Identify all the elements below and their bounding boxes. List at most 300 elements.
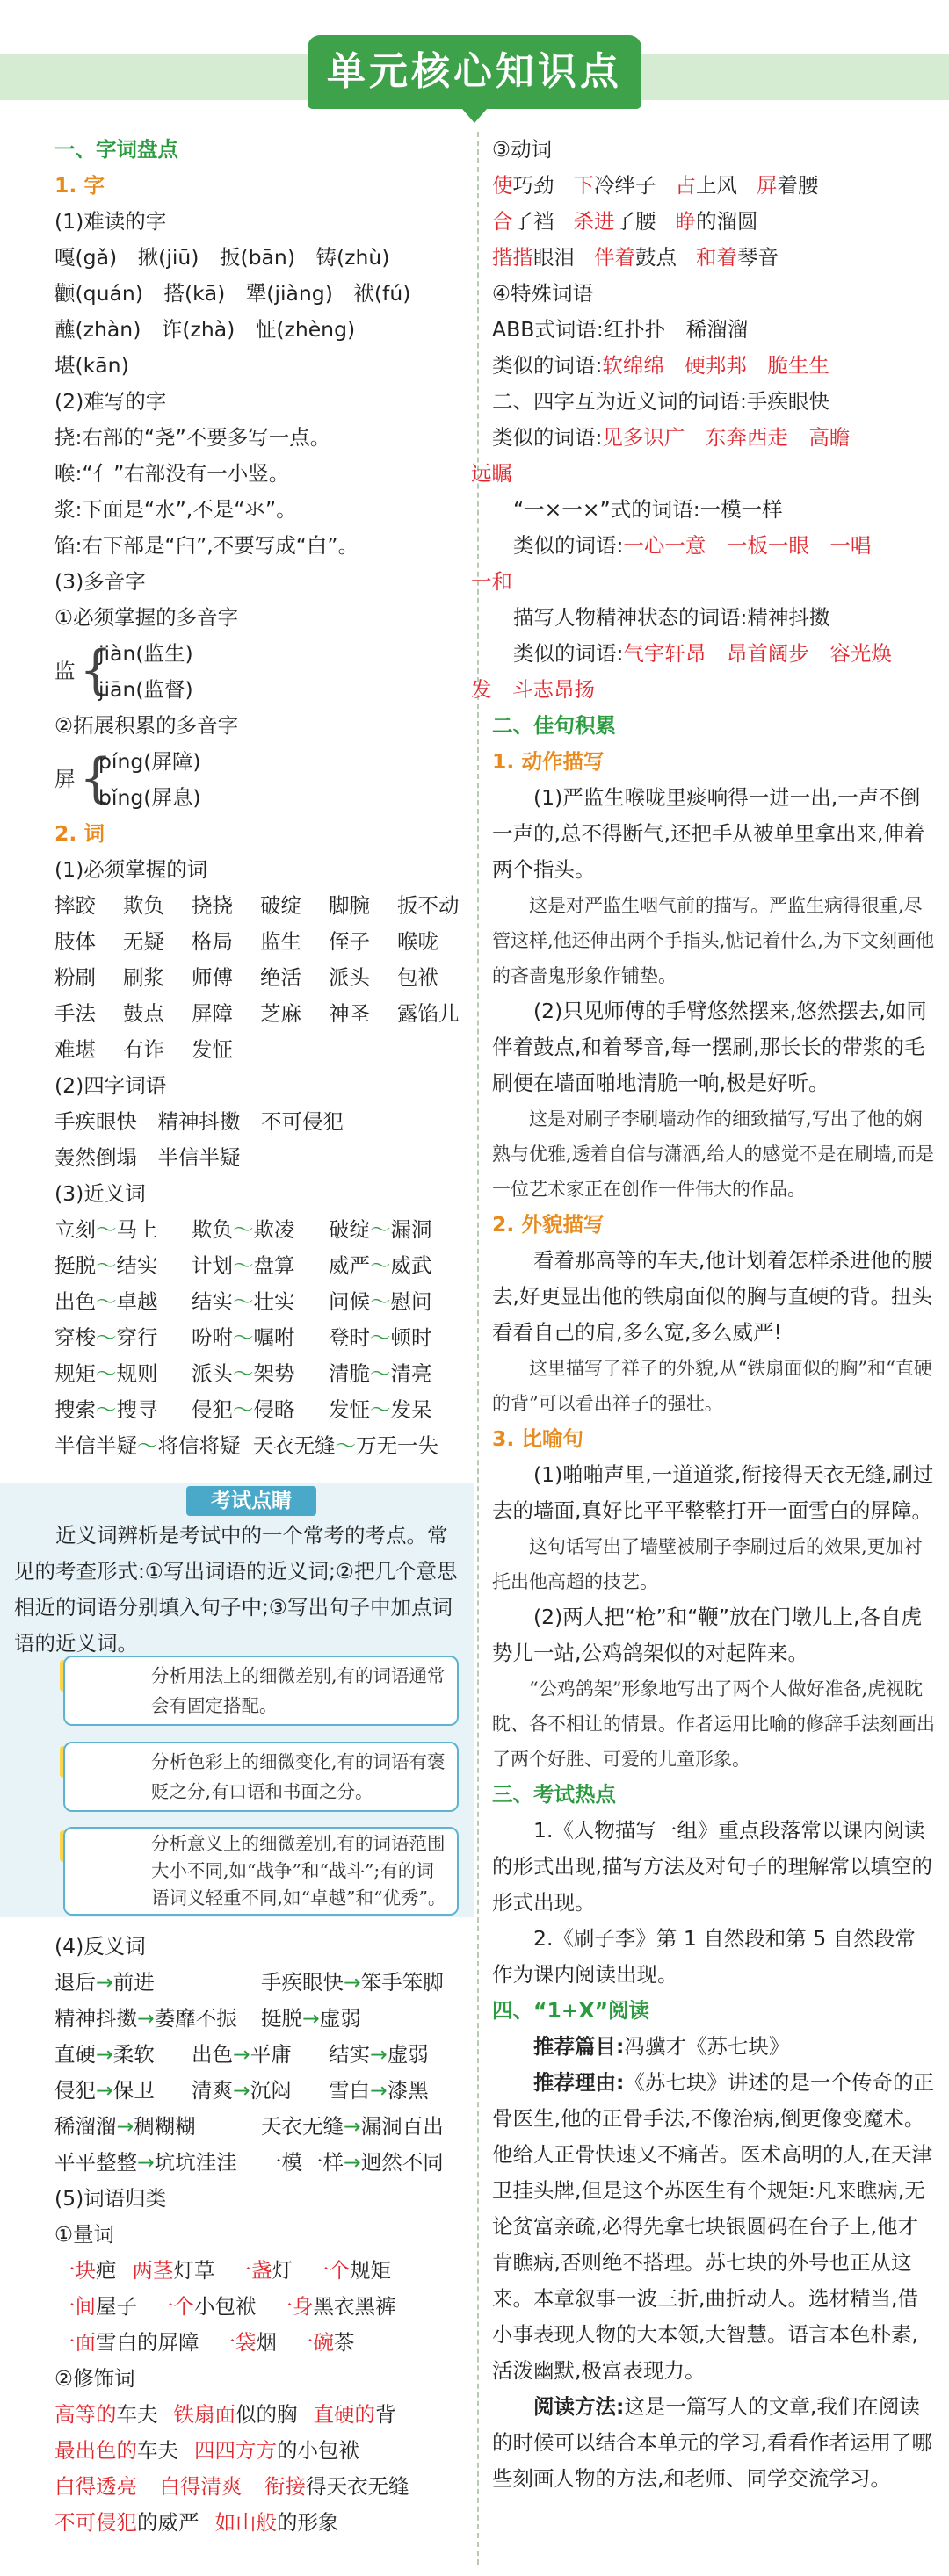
word-item: 派头: [329, 965, 370, 990]
word-a: 退后: [54, 1970, 96, 1995]
word-pair: [329, 1320, 466, 1356]
word-b: 萎靡不振: [154, 2006, 237, 2031]
word-pair: [54, 2109, 261, 2145]
analysis-note: 这是对刷子李刷墙动作的细致描写,写出了他的娴熟与优雅,透着自信与潇洒,给人的感觉不是在刷墙,而是一位艺术家正在创作一件伟大的作品。: [492, 1108, 935, 1200]
similar-label: 类似的词语:: [513, 641, 624, 666]
word-a: 结实: [329, 2042, 370, 2067]
rest-word: 车夫: [116, 2402, 158, 2427]
highlight-word: 最出色的: [54, 2438, 137, 2463]
word-a: 问候: [329, 1289, 370, 1314]
rec-label: 推荐篇目:: [533, 2034, 625, 2059]
subsection-heading: 2. 词: [54, 821, 105, 846]
pair-row: [54, 2109, 467, 2145]
text-line: 挠:右部的“尧”不要多写一点。: [54, 425, 331, 450]
pair-row: [54, 2001, 467, 2037]
word-a: 登时: [329, 1325, 370, 1350]
highlight-word: 睁: [675, 209, 696, 234]
word-a: 清脆: [329, 1361, 370, 1386]
similar-words: 一和: [471, 569, 512, 594]
rest-word: 茶: [334, 2330, 355, 2355]
pair-connector-icon: ～: [233, 1361, 254, 1386]
word-row: [54, 924, 467, 960]
left-column-lower: [54, 1929, 467, 2541]
word-b: 虚弱: [387, 2042, 429, 2067]
colored-row: [54, 2469, 467, 2505]
label: ③动词: [492, 137, 553, 162]
word-b: 马上: [116, 1217, 158, 1242]
highlight-word: 一面: [54, 2330, 96, 2355]
word-group: [54, 2474, 143, 2499]
rest-word: 冷绊子: [594, 173, 656, 198]
word-b: 保卫: [112, 2078, 155, 2103]
polyphone-char: 监: [54, 659, 76, 683]
pair-row: [54, 1212, 467, 1248]
word-a: 吩咐: [192, 1325, 233, 1350]
word-item: 侄子: [329, 929, 370, 954]
word-item: 摔跤: [54, 893, 96, 918]
word-b: 欺凌: [253, 1217, 295, 1242]
polyphone-char: 屏: [54, 767, 76, 791]
brace-icon: {: [79, 747, 113, 809]
word-pair: [54, 1433, 241, 1458]
highlight-word: 占: [675, 173, 696, 198]
label: (4)反义词: [54, 1934, 146, 1959]
polyphone-jian: [54, 636, 467, 708]
pair-connector-icon: ～: [335, 1433, 356, 1458]
highlight-word: 四四方方: [194, 2438, 277, 2463]
rest-word: 的形象: [277, 2510, 339, 2535]
word-group: [215, 2510, 339, 2535]
highlight-word: 铁扇面: [173, 2402, 235, 2427]
exam-tip-text: [14, 1518, 464, 1662]
word-pair: [192, 2037, 329, 2073]
word-item: 刷浆: [123, 965, 164, 990]
word-pair: [192, 2073, 329, 2109]
word-a: 计划: [192, 1253, 233, 1278]
method-label: 阅读方法:: [533, 2394, 625, 2419]
verb-list: [492, 168, 936, 276]
reading: jiàn(监生): [98, 641, 193, 666]
pair-connector-icon: ～: [96, 1397, 117, 1422]
similar-words: 发 斗志昂扬: [471, 677, 595, 702]
label: ④特殊词语: [492, 281, 594, 306]
word-a: 雪白: [329, 2078, 370, 2103]
pair-connector-icon: ～: [96, 1217, 117, 1242]
reason-label: 推荐理由:: [533, 2070, 625, 2095]
word-item: 神圣: [329, 1001, 370, 1026]
recommend-reason: [492, 2065, 936, 2389]
highlight-word: 合: [492, 209, 513, 234]
word-b: 搜寻: [116, 1397, 158, 1422]
reason-text: 《苏七块》讲述的是一个传奇的正骨医生,他的正骨手法,不像治病,倒更像变魔术。他给人正骨快速又不痛苦。医术高明的人,在天津卫挂头牌,但是这个苏医生有个规矩:凡来瞧病,无论贫富亲疏,必得先拿七块银圆码在台子上,他才肯瞧病,否则绝不搭理。苏七块的外号也正从这来。本章叙事一波三折,曲折动人。选材精当,借小事表现人物的大本领,大智慧。语言本色朴素,活泼幽默,极富表现力。: [492, 2070, 934, 2383]
similar-words: 见多识广 东奔西走 高瞻: [602, 425, 851, 450]
word-group: [231, 2258, 293, 2283]
rest-word: [242, 2474, 248, 2499]
word-group: [492, 209, 554, 234]
word-b: 结实: [116, 1253, 158, 1278]
subsection-heading: 3. 比喻句: [492, 1426, 583, 1451]
word-group: [574, 209, 656, 234]
word-group: [676, 173, 738, 198]
word-item: 欺负: [123, 893, 164, 918]
word-b: 平庸: [250, 2042, 292, 2067]
left-column: [54, 132, 467, 1464]
word-item: 师傅: [192, 965, 233, 990]
word-item: 芝麻: [260, 1001, 301, 1026]
word-a: 直硬: [54, 2042, 96, 2067]
word-a: 天衣无缝: [261, 2114, 344, 2139]
text-line: ABB式词语:红扑扑 稀溜溜: [492, 317, 749, 342]
section-heading: 三、考试热点: [492, 1782, 616, 1807]
word-pair: [54, 1212, 192, 1248]
word-pair: [261, 2109, 467, 2145]
similar-row: [492, 420, 936, 456]
colored-row: [492, 240, 936, 276]
highlight-word: 揩揩: [492, 245, 533, 270]
rest-word: 上风: [696, 173, 737, 198]
pair-connector-icon: ～: [96, 1289, 117, 1314]
similar-row: [492, 348, 936, 384]
tip-card: 分析意义上的细微差别,有的词语范围大小不同,如“战争”和“战斗”;有的词语词义轻重不同,如“卓越”和“优秀”。: [63, 1827, 459, 1916]
highlight-word: 不可侵犯: [54, 2510, 137, 2535]
measure-word-list: [54, 2253, 467, 2361]
word-a: 出色: [192, 2042, 233, 2067]
word-group: [54, 2438, 178, 2463]
label: ①必须掌握的多音字: [54, 605, 239, 630]
rest-word: 着腰: [777, 173, 819, 198]
pair-row: [54, 2037, 467, 2073]
rest-word: [137, 2474, 143, 2499]
word-group: [314, 2402, 396, 2427]
pair-connector-icon: ～: [96, 1253, 117, 1278]
word-group: [696, 245, 779, 270]
word-pair: [54, 2073, 192, 2109]
pair-row: [54, 1320, 467, 1356]
word-pair: [54, 2001, 261, 2037]
highlight-word: 一间: [54, 2294, 96, 2319]
label: (1)必须掌握的词: [54, 857, 208, 882]
method-text: 这是一篇写人的文章,我们在阅读的时候可以结合本单元的学习,看看作者运用了哪些刻画人物的方法,和老师、同学交流学习。: [492, 2394, 932, 2491]
rest-word: 小包袱: [194, 2294, 257, 2319]
exam-hotspot: 1.《人物描写一组》重点段落常以课内阅读的形式出现,描写方法及对句子的理解常以填空的形式出现。: [492, 1818, 932, 1915]
rest-word: 的威严: [137, 2510, 199, 2535]
word-row: [54, 1032, 467, 1068]
word-a: 出色: [54, 1289, 96, 1314]
modifier-list: [54, 2397, 467, 2541]
pair-connector-icon: ～: [370, 1253, 391, 1278]
highlight-word: 直硬的: [313, 2402, 375, 2427]
rest-word: 屋子: [96, 2294, 137, 2319]
word-row: [54, 888, 467, 924]
pair-connector-icon: →: [233, 2078, 250, 2103]
pair-connector-icon: →: [344, 2150, 361, 2175]
word-b: 漏洞: [390, 1217, 432, 1242]
word-b: 盘算: [253, 1253, 295, 1278]
word-b: 卓越: [116, 1289, 158, 1314]
word-group: [54, 2258, 117, 2283]
word-item: 格局: [192, 929, 233, 954]
rest-word: 的溜圆: [696, 209, 758, 234]
text-line: 颧(quán) 搭(kā) 犟(jiàng) 袱(fú): [54, 281, 411, 306]
pair-connector-icon: →: [137, 2150, 155, 2175]
word-group: [153, 2294, 257, 2319]
pair-connector-icon: →: [96, 2042, 113, 2067]
word-pair: [329, 2073, 466, 2109]
pair-row: [54, 1248, 467, 1284]
word-a: 立刻: [54, 1217, 96, 1242]
text-line: 描写人物精神状态的词语:精神抖擞: [513, 605, 830, 630]
highlight-word: 两茎: [132, 2258, 174, 2283]
word-a: 侵犯: [54, 2078, 96, 2103]
rest-word: 疤: [96, 2258, 117, 2283]
recommended-reading: [492, 2029, 936, 2065]
word-list: [54, 888, 467, 1068]
pair-connector-icon: ～: [370, 1289, 391, 1314]
exam-hotspot: 2.《刷子李》第 1 自然段和第 5 自然段常作为课内阅读出现。: [492, 1926, 916, 1987]
word-a: 挺脱: [54, 1253, 96, 1278]
pair-connector-icon: →: [96, 2078, 113, 2103]
word-item: 脚腕: [329, 893, 370, 918]
word-pair: [261, 2145, 467, 2181]
text-line: 堪(kān): [54, 353, 129, 378]
word-item: 难堪: [54, 1037, 96, 1062]
highlight-word: 衔接: [264, 2474, 306, 2499]
pair-row: [54, 1284, 467, 1320]
analysis-note: 这里描写了祥子的外貌,从“铁扇面似的胸”和“直硬的背”可以看出祥子的强壮。: [492, 1358, 932, 1414]
similar-words: 软绵绵 硬邦邦 脆生生: [602, 353, 829, 378]
word-item: 无疑: [123, 929, 164, 954]
word-pair: [261, 1965, 467, 2001]
word-group: [264, 2474, 409, 2499]
word-pair: [192, 1284, 329, 1320]
example-sentence: (1)啪啪声里,一道道浆,衔接得天衣无缝,刷过去的墙面,真好比平平整整打开一面雪白的屏障。: [492, 1462, 934, 1523]
example-sentence: 看着那高等的车夫,他计划着怎样杀进他的腰去,好更显出他的铁扇面似的胸与直硬的背。扭头看看自己的肩,多么宽,多么威严!: [492, 1248, 932, 1345]
subsection-heading: 1. 动作描写: [492, 749, 605, 774]
pair-connector-icon: →: [344, 2114, 361, 2139]
colored-row: [54, 2253, 467, 2289]
similar-words: 远瞩: [471, 461, 512, 486]
text-line: 馅:右下部是“臼”,不要写成“白”。: [54, 533, 359, 558]
subsection-heading: 2. 外貌描写: [492, 1212, 605, 1237]
rest-word: 车夫: [137, 2438, 178, 2463]
word-group: [574, 173, 656, 198]
pair-connector-icon: ～: [370, 1361, 391, 1386]
highlight-word: 屏: [757, 173, 778, 198]
similar-words: 气宇轩昂 昂首阔步 容光焕: [623, 641, 892, 666]
text-line: 蘸(zhàn) 诈(zhà) 怔(zhèng): [54, 317, 356, 342]
synonym-list: [54, 1212, 467, 1428]
right-column: [471, 132, 936, 2497]
word-b: 坑坑洼洼: [154, 2150, 237, 2175]
word-b: 壮实: [253, 1289, 295, 1314]
pair-connector-icon: ～: [96, 1361, 117, 1386]
word-a: 结实: [192, 1289, 233, 1314]
word-item: 粉刷: [54, 965, 96, 990]
pair-connector-icon: ～: [233, 1289, 254, 1314]
word-pair: [192, 1248, 329, 1284]
word-item: 挠挠: [192, 893, 233, 918]
pair-row: [54, 1392, 467, 1428]
word-a: 搜索: [54, 1397, 96, 1422]
rec-title: 冯骥才《苏七块》: [624, 2034, 790, 2059]
label: (3)近义词: [54, 1181, 146, 1206]
word-pair: [54, 1392, 192, 1428]
section-heading: 一、字词盘点: [54, 137, 178, 162]
rest-word: 琴音: [737, 245, 779, 270]
rest-word: 的小包袱: [277, 2438, 359, 2463]
tip-card: 分析色彩上的细微变化,有的词语有褒贬之分,有口语和书面之分。: [63, 1742, 459, 1812]
colored-row: [492, 204, 936, 240]
word-b: 虚弱: [319, 2006, 361, 2031]
highlight-word: 伴着: [594, 245, 635, 270]
word-a: 穿梭: [54, 1325, 96, 1350]
word-group: [159, 2474, 248, 2499]
pair-row: [54, 1356, 467, 1392]
highlight-word: 高等的: [54, 2402, 117, 2427]
word-item: 有诈: [123, 1037, 164, 1062]
highlight-word: 一个: [153, 2294, 194, 2319]
word-a: 手疾眼快: [261, 1970, 344, 1995]
word-b: 将信将疑: [157, 1433, 241, 1458]
pair-connector-icon: →: [116, 2114, 134, 2139]
example-sentence: (1)严监生喉咙里痰响得一进一出,一声不倒一声的,总不得断气,还把手从被单里拿出来,伸着两个指头。: [492, 785, 925, 882]
rest-word: 烟: [256, 2330, 277, 2355]
word-b: 迥然不同: [360, 2150, 444, 2175]
label: (1)难读的字: [54, 209, 167, 234]
word-b: 漆黑: [387, 2078, 429, 2103]
word-b: 前进: [112, 1970, 155, 1995]
word-a: 发怔: [329, 1397, 370, 1422]
word-pair: [54, 2037, 192, 2073]
text-line: 手疾眼快 精神抖擞 不可侵犯: [54, 1109, 344, 1134]
word-item: 屏障: [192, 1001, 233, 1026]
word-b: 顿时: [390, 1325, 432, 1350]
pair-connector-icon: ～: [137, 1433, 158, 1458]
word-group: [54, 2510, 199, 2535]
word-b: 嘱咐: [253, 1325, 295, 1350]
word-b: 清亮: [390, 1361, 432, 1386]
word-group: [194, 2438, 359, 2463]
word-b: 慰问: [390, 1289, 432, 1314]
word-a: 天衣无缝: [252, 1433, 336, 1458]
word-item: 肢体: [54, 929, 96, 954]
rest-word: 了裆: [512, 209, 554, 234]
word-group: [54, 2330, 199, 2355]
rest-word: 灯草: [173, 2258, 215, 2283]
label: (5)词语归类: [54, 2186, 167, 2211]
rest-word: 雪白的屏障: [96, 2330, 199, 2355]
word-b: 发呆: [390, 1397, 432, 1422]
label: (2)四字词语: [54, 1073, 167, 1098]
word-row: [54, 996, 467, 1032]
pair-connector-icon: →: [370, 2042, 388, 2067]
highlight-word: 一碗: [293, 2330, 334, 2355]
highlight-word: 使: [492, 173, 513, 198]
analysis-note: 这是对严监生咽气前的描写。严监生病得很重,尽管这样,他还伸出两个手指头,惦记着什么,为下文刻画他的吝啬鬼形象作铺垫。: [492, 895, 935, 986]
word-row: [54, 960, 467, 996]
word-pair: [192, 1212, 329, 1248]
highlight-word: 和着: [696, 245, 737, 270]
word-b: 穿行: [116, 1325, 158, 1350]
word-a: 精神抖擞: [54, 2006, 137, 2031]
pair-connector-icon: →: [96, 1970, 113, 1995]
pair-connector-icon: →: [344, 1970, 361, 1995]
exam-tip-title: 考试点睛: [186, 1486, 316, 1516]
word-pair: [54, 1356, 192, 1392]
analysis-note: “公鸡鸽架”形象地写出了两个人做好准备,虎视眈眈、各不相让的情景。作者运用比喻的修辞手法刻画出了两个好胜、可爱的儿童形象。: [492, 1678, 935, 1770]
word-group: [215, 2330, 278, 2355]
word-group: [54, 2402, 158, 2427]
text-line: “一×一×”式的词语:一模一样: [513, 497, 783, 522]
pair-connector-icon: ～: [370, 1397, 391, 1422]
word-item: 发怔: [192, 1037, 233, 1062]
label: (3)多音字: [54, 569, 146, 594]
pair-connector-icon: ～: [233, 1217, 254, 1242]
column-divider: [477, 132, 479, 2565]
word-pair: [54, 1320, 192, 1356]
rest-word: 得天衣无缝: [305, 2474, 409, 2499]
rest-word: 巧劲: [512, 173, 554, 198]
highlight-word: 一身: [272, 2294, 314, 2319]
pair-connector-icon: →: [370, 2078, 388, 2103]
word-b: 侵略: [253, 1397, 295, 1422]
highlight-word: 白得透亮: [54, 2474, 137, 2499]
word-item: 破绽: [260, 893, 301, 918]
word-item: 包袱: [397, 965, 438, 990]
rest-word: 鼓点: [635, 245, 677, 270]
word-group: [133, 2258, 215, 2283]
word-item: 鼓点: [123, 1001, 164, 1026]
reading-method: [492, 2389, 936, 2497]
highlight-word: 一块: [54, 2258, 96, 2283]
similar-label: 类似的词语:: [513, 533, 624, 558]
word-pair: [192, 1356, 329, 1392]
colored-row: [54, 2433, 467, 2469]
rest-word: 了腰: [614, 209, 656, 234]
word-group: [308, 2258, 391, 2283]
pair-connector-icon: ～: [233, 1253, 254, 1278]
word-b: 柔软: [112, 2042, 155, 2067]
word-pair: [329, 1284, 466, 1320]
text-line: 嘎(gǎ) 揪(jiū) 扳(bān) 铸(zhù): [54, 245, 390, 270]
label: ②修饰词: [54, 2366, 135, 2391]
synonym-row: [54, 1428, 467, 1464]
word-a: 清爽: [192, 2078, 233, 2103]
colored-row: [54, 2325, 467, 2361]
word-item: 监生: [260, 929, 301, 954]
word-group: [492, 245, 575, 270]
word-a: 规矩: [54, 1361, 96, 1386]
word-b: 笨手笨脚: [360, 1970, 444, 1995]
word-item: 喉咙: [397, 929, 438, 954]
colored-row: [54, 2289, 467, 2325]
word-item: 露馅儿: [397, 1001, 460, 1026]
word-b: 沉闷: [250, 2078, 292, 2103]
example-sentence: (2)两人把“枪”和“鞭”放在门墩儿上,各自虎势儿一站,公鸡鸽架似的对起阵来。: [492, 1605, 922, 1665]
reading: jiān(监督): [98, 677, 193, 702]
rest-word: 灯: [272, 2258, 293, 2283]
word-a: 侵犯: [192, 1397, 233, 1422]
example-sentence: (2)只见师傅的手臂悠然摆来,悠然摆去,如同伴着鼓点,和着琴音,每一摆刷,那长长的带浆的毛刷便在墙面啪地清脆一响,极是好听。: [492, 999, 927, 1095]
word-pair: [192, 1320, 329, 1356]
text-line: 浆:下面是“水”,不是“氺”。: [54, 497, 297, 522]
colored-row: [54, 2397, 467, 2433]
highlight-word: 杀进: [573, 209, 615, 234]
pair-connector-icon: →: [137, 2006, 155, 2031]
highlight-word: 一袋: [214, 2330, 257, 2355]
tip-card: 分析用法上的细微差别,有的词语通常会有固定搭配。: [63, 1656, 459, 1726]
word-group: [293, 2330, 355, 2355]
